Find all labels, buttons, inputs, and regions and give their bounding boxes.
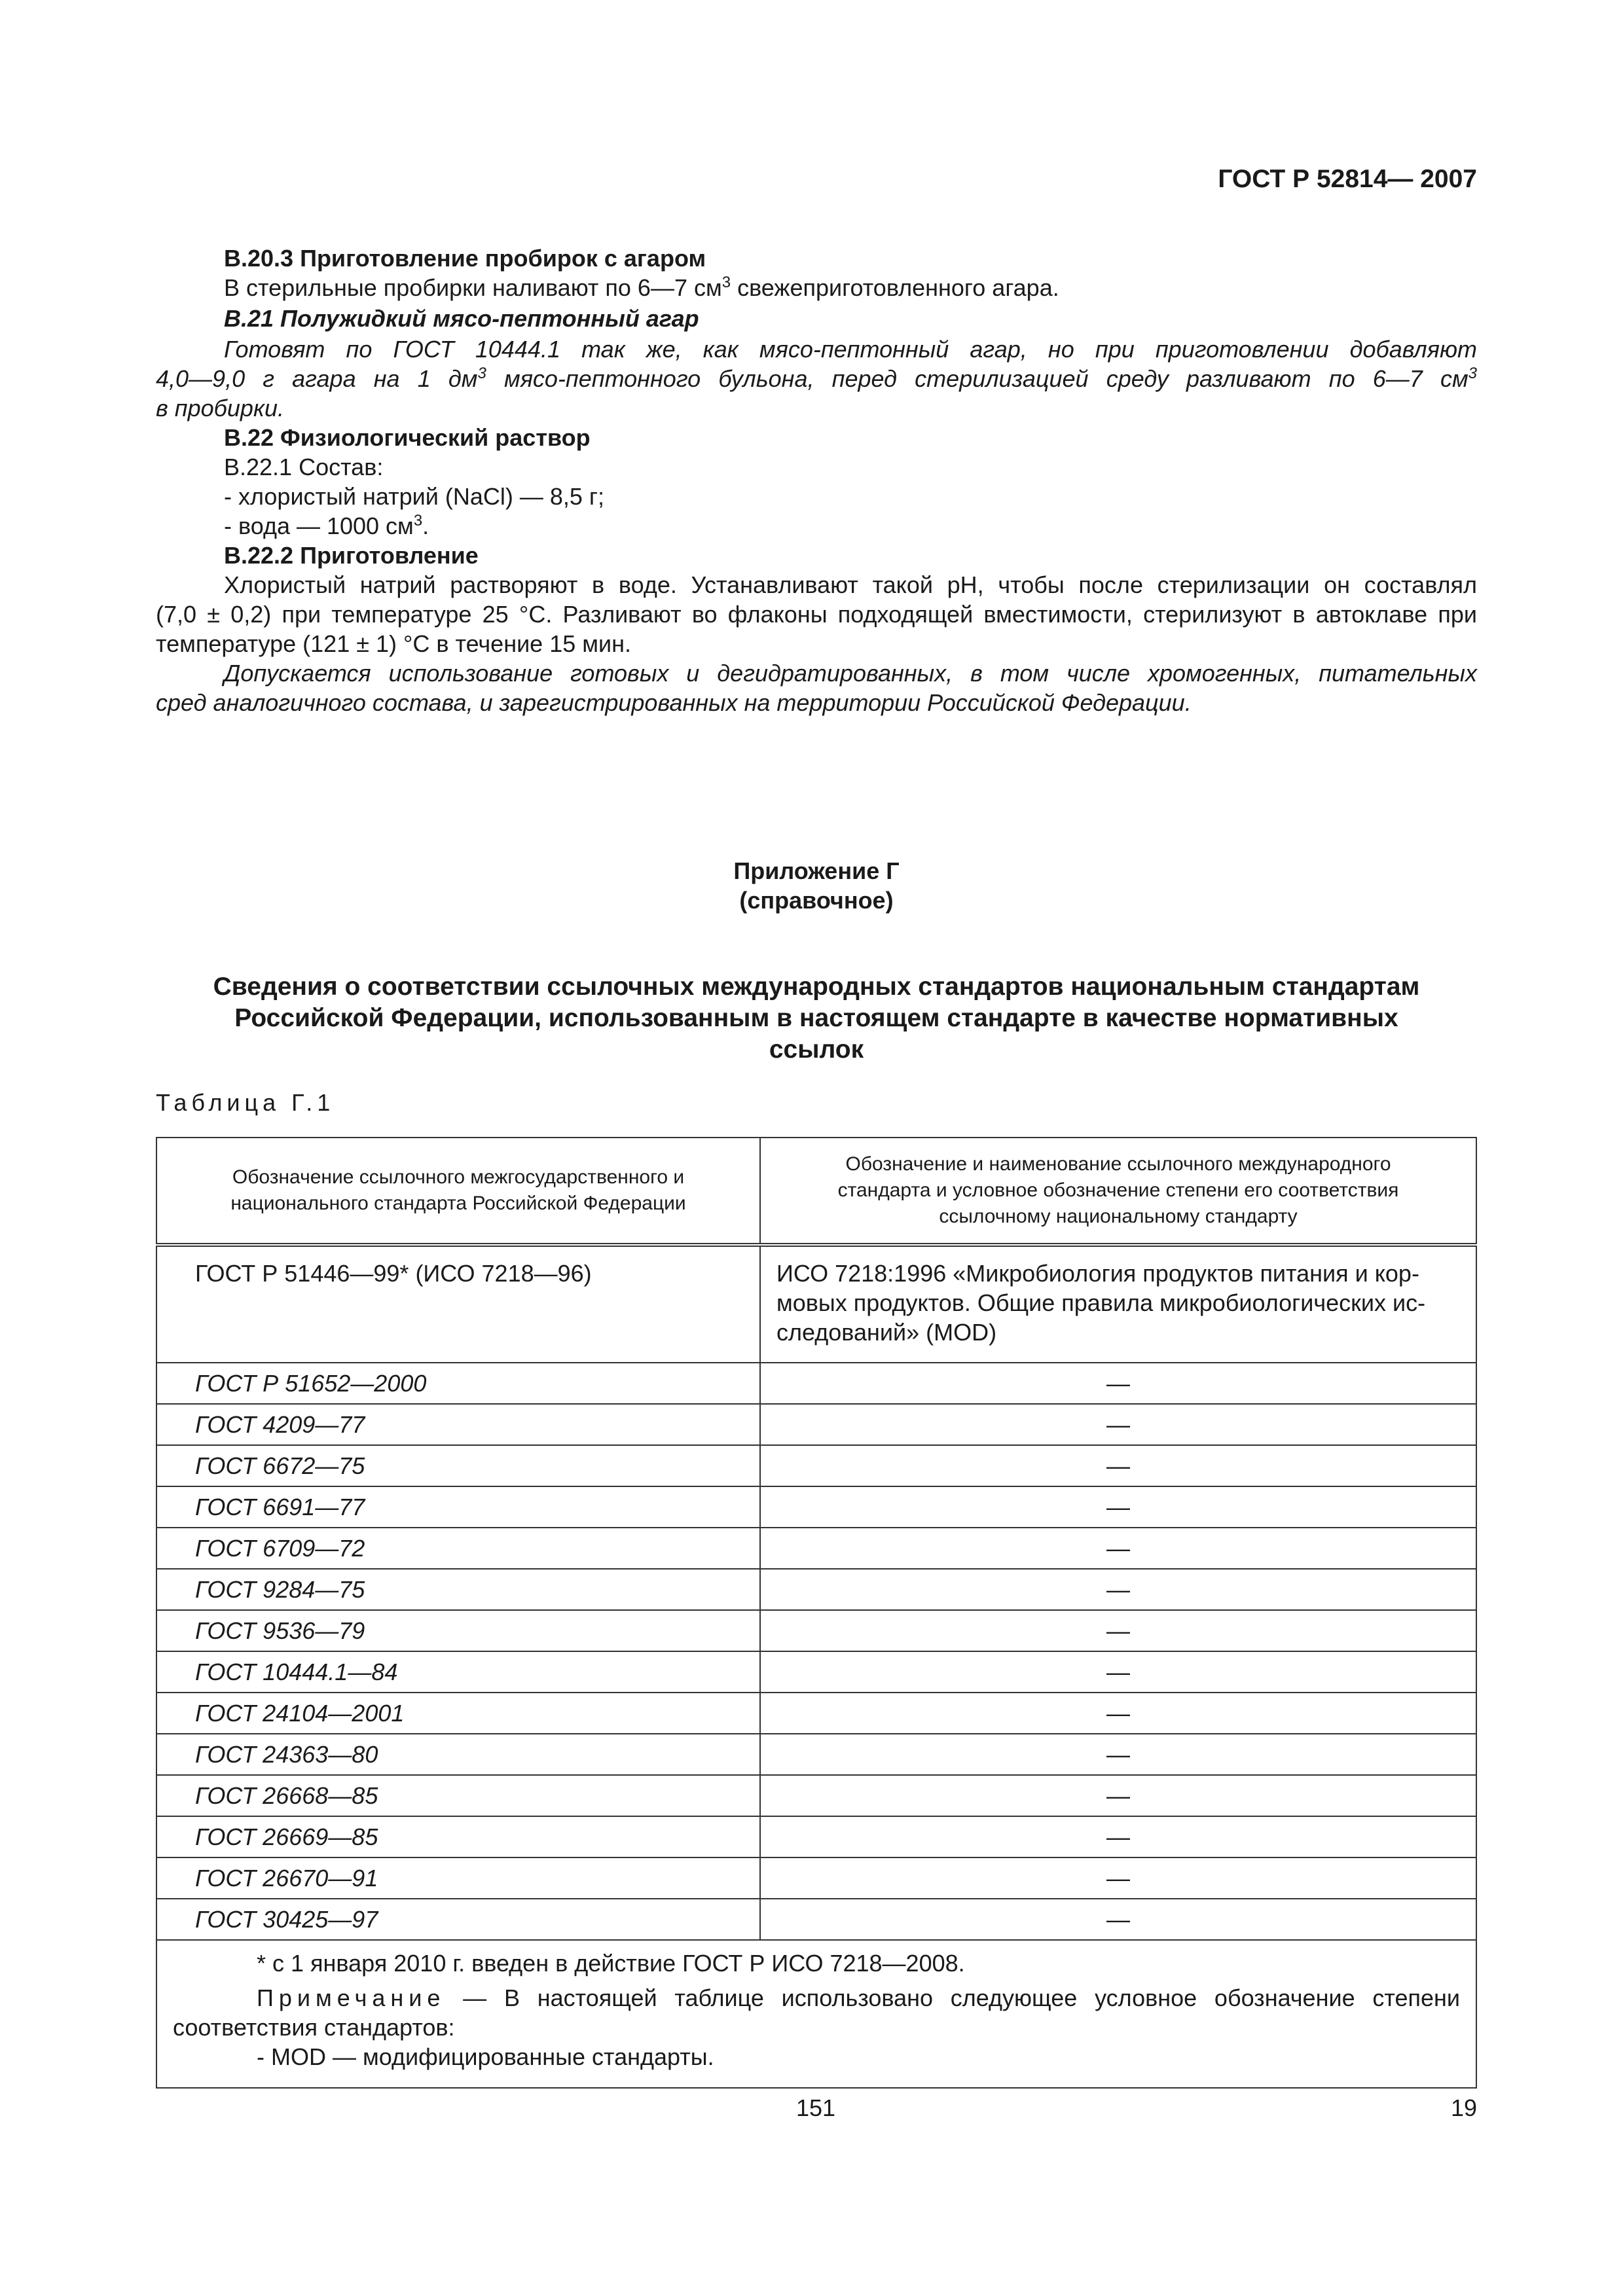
table-cell-ref: — [760, 1486, 1476, 1528]
table-cell-ref: — [760, 1899, 1476, 1940]
table-cell-std: ГОСТ 26668—85 [156, 1775, 760, 1816]
table-row [156, 1734, 1476, 1775]
table-row [156, 1363, 1476, 1404]
table-row [156, 1899, 1476, 1940]
composition-item-water: - вода — 1000 $см^3$. [224, 512, 429, 539]
table-cell-ref: — [760, 1775, 1476, 1816]
table-row [156, 1528, 1476, 1569]
table-cell-ref: — [760, 1734, 1476, 1775]
table-row [156, 1610, 1476, 1651]
table-header-col1: Обозначение ссылочного межгосударственного и национального стандарта Российской Федерации [156, 1138, 760, 1245]
section-b21-line1: Готовят по ГОСТ 10444.1 так же, как мясо-пептонный агар, но при приготовлении добавляют [224, 336, 1477, 363]
table-row [156, 1693, 1476, 1734]
table-row [156, 1486, 1476, 1528]
table-cell-ref: — [760, 1651, 1476, 1693]
section-b22-2-line1: Хлористый натрий растворяют в воде. Устанавливают такой рН, чтобы после стерилизации он составлял [224, 571, 1477, 598]
appendix-title [156, 971, 1477, 1066]
table-cell-ref: — [760, 1610, 1476, 1651]
table-cell-ref: — [760, 1363, 1476, 1404]
table-cell-std: ГОСТ 10444.1—84 [156, 1651, 760, 1693]
table-cell-ref: — [760, 1528, 1476, 1569]
section-b20-3-title: В.20.3 Приготовление пробирок с агаром [224, 245, 706, 272]
table-row [156, 1651, 1476, 1693]
table-notes-row [156, 1940, 1476, 2088]
table-row [156, 1404, 1476, 1445]
table-row [156, 1245, 1476, 1363]
appendix-name: Приложение Г [733, 857, 900, 884]
section-b21-line2: 4,0—9,0 г агара на 1 $дм^3$ мясо-пептонного бульона, перед стерилизацией среду разливают по 6—7 $см^3$ [156, 365, 1477, 392]
table-row [156, 1816, 1476, 1857]
table-cell-ref: — [760, 1404, 1476, 1445]
table-cell-ref: — [760, 1445, 1476, 1486]
section-b22-2-title: В.22.2 Приготовление [224, 542, 479, 569]
body-text [156, 243, 1477, 717]
table-header-row [156, 1138, 1476, 1245]
table-cell-std: ГОСТ 6709—72 [156, 1528, 760, 1569]
table-note-line3: - MOD — модифицированные стандарты. [257, 2043, 714, 2070]
appendix-kind: (справочное) [739, 887, 894, 914]
table-cell-std: ГОСТ 6672—75 [156, 1445, 760, 1486]
page-number-right: 19 [1450, 2094, 1477, 2121]
table-notes-cell [156, 1940, 1476, 2088]
table-caption: Таблица Г.1 [156, 1089, 335, 1116]
allowance-line1: Допускается использование готовых и дегидратированных, в том числе хромогенных, питательных [224, 660, 1477, 687]
section-b22-2-line3: температуре (121 ± 1) °С в течение 15 мин. [156, 630, 631, 657]
table-cell-std: ГОСТ 30425—97 [156, 1899, 760, 1940]
table-footnote: * с 1 января 2010 г. введен в действие ГОСТ Р ИСО 7218—2008. [257, 1950, 965, 1977]
table-cell-std: ГОСТ 24363—80 [156, 1734, 760, 1775]
table-note-line2: соответствия стандартов: [173, 2014, 455, 2041]
appendix-title-line3: ссылок [769, 1035, 864, 1064]
table-cell-std: ГОСТ 4209—77 [156, 1404, 760, 1445]
document-number-header: ГОСТ Р 52814— 2007 [1218, 165, 1477, 193]
table-cell-std: ГОСТ 9536—79 [156, 1610, 760, 1651]
table-body [156, 1363, 1476, 1940]
section-b22-1: В.22.1 Состав: [224, 454, 384, 480]
section-b20-3-text: В стерильные пробирки наливают по 6—7 $см^3$ свежеприготовленного агара. [224, 274, 1059, 301]
composition-item-nacl: - хлористый натрий (NaCl) — 8,5 г; [224, 483, 605, 510]
standards-table [156, 1137, 1477, 2089]
table-cell-ref: ИСО 7218:1996 «Микробиология продуктов питания и кор- мовых продуктов. Общие правила микробиологических ис- следований» (MOD) [760, 1245, 1476, 1363]
table-cell-ref: — [760, 1693, 1476, 1734]
appendix-title-line2: Российской Федерации, использованным в настоящем стандарте в качестве нормативных [234, 1004, 1398, 1032]
table-cell-ref: — [760, 1569, 1476, 1610]
table-cell-std: ГОСТ 24104—2001 [156, 1693, 760, 1734]
appendix-heading [156, 856, 1477, 915]
table-cell-std: ГОСТ 26669—85 [156, 1816, 760, 1857]
section-b22-title: В.22 Физиологический раствор [224, 424, 591, 451]
section-b22-2-line2: (7,0 ± 0,2) при температуре 25 °С. Разливают во флаконы подходящей вместимости, стерилизуют в автоклаве при [156, 601, 1477, 628]
appendix-title-line1: Сведения о соответствии ссылочных международных стандартов национальным стандартам [213, 973, 1420, 1001]
table-cell-ref: — [760, 1816, 1476, 1857]
table-row [156, 1569, 1476, 1610]
table-cell-std: ГОСТ 9284—75 [156, 1569, 760, 1610]
page-number-center: 151 [796, 2094, 836, 2121]
table-note: Примечание — В настоящей таблице использовано следующее условное обозначение степени [257, 1984, 1460, 2011]
allowance-line2: сред аналогичного состава, и зарегистрированных на территории Российской Федерации. [156, 689, 1192, 716]
table-cell-std: ГОСТ 6691—77 [156, 1486, 760, 1528]
section-b21-line3: в пробирки. [156, 395, 284, 422]
table-row [156, 1445, 1476, 1486]
table-cell-std: ГОСТ 26670—91 [156, 1857, 760, 1899]
table-header-col2: Обозначение и наименование ссылочного международного стандарта и условное обозначение степени его соответствия ссылочному национальному стандарту [760, 1138, 1476, 1245]
table-row [156, 1857, 1476, 1899]
table-row [156, 1775, 1476, 1816]
table-cell-ref: — [760, 1857, 1476, 1899]
table-cell-std: ГОСТ Р 51652—2000 [156, 1363, 760, 1404]
table-cell-std: ГОСТ Р 51446—99* (ИСО 7218—96) [156, 1245, 760, 1363]
note-label: Примечание [257, 1984, 446, 2011]
section-b21-title: В.21 Полужидкий мясо-пептонный агар [224, 305, 699, 332]
